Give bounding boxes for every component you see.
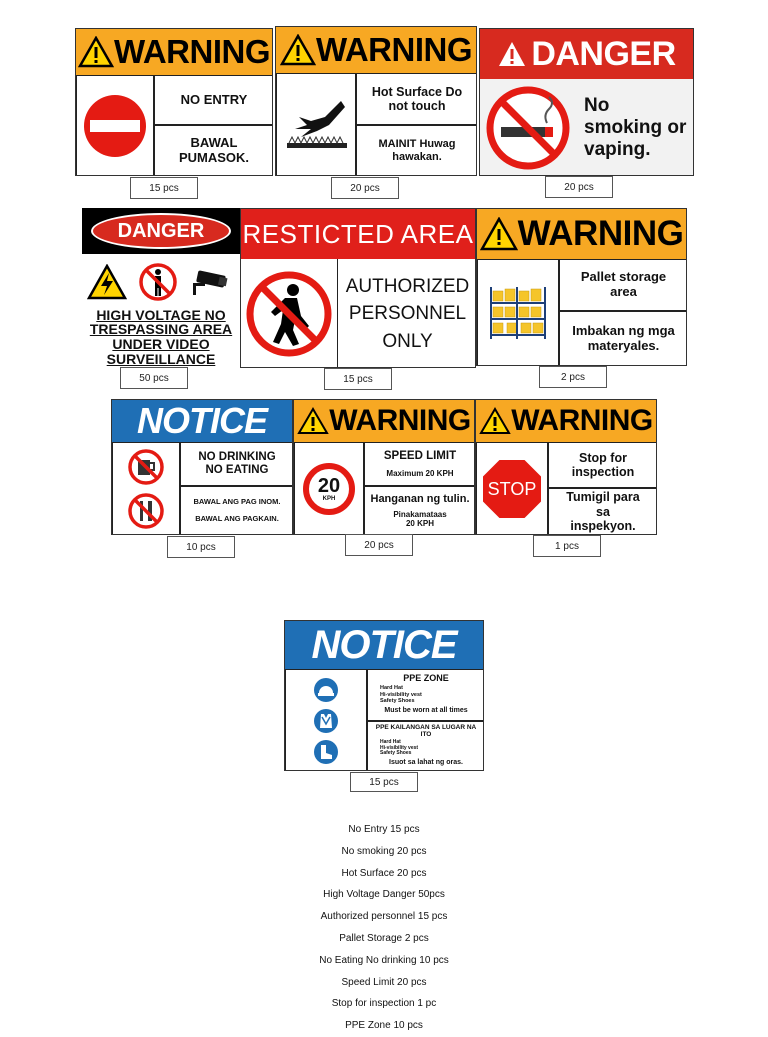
list-item: Authorized personnel 15 pcs [320, 911, 448, 923]
danger-header [480, 29, 693, 79]
speed-unit: KPH [322, 496, 336, 502]
icon-cell [241, 259, 337, 368]
header-text: WARNING [329, 404, 471, 437]
quantity-label: 15 pcs [350, 772, 418, 792]
quantity-label: 20 pcs [545, 176, 613, 198]
header-text: WARNING [517, 214, 684, 253]
english-text-block [364, 442, 475, 486]
list-item: PPE Zone 10 pcs [345, 1020, 423, 1032]
safety-shoes-icon [313, 739, 339, 765]
warning-triangle-icon [480, 217, 518, 251]
filipino-text-block [180, 486, 293, 535]
ppe-must-fil: Isuot sa lahat ng oras. [389, 759, 463, 767]
no-trespassing-icon [138, 262, 178, 302]
icon-cell [76, 75, 154, 176]
header-text: WARNING [316, 31, 472, 68]
icon-cell [276, 73, 356, 176]
pallet-rack-icon [487, 285, 549, 341]
quantity-label: 15 pcs [130, 177, 198, 199]
icon-row [82, 258, 240, 306]
quantity-label: 20 pcs [331, 177, 399, 199]
ppe-item-fil: Safety Shoes [380, 750, 412, 757]
ppe-item: Hard Hat [380, 685, 403, 692]
main-text: No smoking or vaping. [576, 79, 694, 176]
ppe-must: Must be worn at all times [384, 707, 468, 715]
english-text: NO ENTRY [154, 75, 273, 125]
no-smoking-icon [485, 85, 571, 171]
header-text: DANGER [117, 219, 205, 242]
quantity-label: 20 pcs [345, 534, 413, 556]
notice-header [112, 400, 292, 442]
english-block [367, 669, 484, 721]
list-item: High Voltage Danger 50pcs [323, 889, 445, 901]
icon-cell [294, 442, 364, 535]
icon-cell [112, 442, 180, 535]
filipino-text: Imbakan ng mga materyales. [559, 311, 687, 366]
warning-header [476, 400, 656, 442]
no-eating-drinking-sign [111, 399, 293, 535]
list-item: No smoking 20 pcs [341, 845, 427, 857]
list-item: Pallet Storage 2 pcs [339, 932, 429, 944]
list-item: No Eating No drinking 10 pcs [319, 954, 449, 966]
filipino-sub: Pinakamataas 20 KPH [393, 510, 447, 529]
restricted-area-sign [240, 208, 476, 368]
english-text: Stop for inspection [548, 442, 657, 488]
list-item: No Entry 15 pcs [348, 824, 420, 835]
speed-limit-badge [303, 463, 355, 515]
header-text: NOTICE [136, 400, 267, 441]
high-voltage-sign [82, 208, 240, 368]
quantity-label: 10 pcs [167, 536, 235, 558]
warning-header [76, 29, 272, 75]
icon-cell [477, 259, 559, 366]
danger-header [82, 208, 240, 254]
pallet-storage-sign [476, 208, 687, 366]
list-item: Hot Surface 20 pcs [341, 867, 427, 879]
filipino-title: Hanganan ng tulin. [370, 493, 470, 506]
warning-header [477, 209, 686, 259]
header-text: NOTICE [311, 622, 457, 667]
filipino-block [367, 721, 484, 771]
filipino-text: BAWAL PUMASOK. [154, 125, 273, 176]
ppe-item-fil: Hi-visibility vest [380, 744, 419, 751]
no-entry-person-icon [245, 270, 333, 358]
english-text: Hot Surface Do not touch [356, 73, 477, 125]
quantity-label: 50 pcs [120, 367, 188, 389]
header-text: DANGER [531, 34, 676, 73]
no-entry-sign [75, 28, 273, 176]
filipino-text: Tumigil para sa inspekyon. [548, 488, 657, 535]
english-title: SPEED LIMIT [383, 450, 457, 463]
quantity-list [0, 819, 768, 1037]
filipino-text-block [364, 486, 475, 535]
electric-hazard-icon [87, 264, 127, 300]
icon-cell [285, 669, 367, 771]
no-smoking-sign [479, 28, 694, 176]
ppe-title: PPE ZONE [403, 673, 449, 683]
list-item: Speed Limit 20 pcs [341, 976, 427, 988]
quantity-label: 1 pcs [533, 535, 601, 557]
icon-cell [476, 442, 548, 535]
speed-limit-sign [293, 399, 475, 535]
stop-sign-icon [480, 457, 544, 521]
ppe-item: Hi-visibility vest [380, 691, 422, 698]
list-item: Stop for inspection 1 pc [331, 998, 437, 1010]
no-entry-icon [82, 93, 148, 159]
speed-value: 20 [317, 475, 341, 497]
warning-triangle-icon [479, 407, 511, 435]
cctv-camera-icon [189, 267, 235, 297]
english-text: Pallet storage area [559, 259, 687, 311]
warning-triangle-icon [280, 34, 316, 66]
quantity-label: 2 pcs [539, 366, 607, 388]
stop-inspection-sign [475, 399, 657, 535]
hi-vis-vest-icon [313, 708, 339, 734]
main-text: AUTHORIZED PERSONNEL ONLY [337, 259, 476, 368]
filipino-text-drink: BAWAL ANG PAG INOM. [193, 497, 281, 507]
warning-triangle-icon [497, 40, 527, 68]
header-text: RESTICTED AREA [242, 218, 474, 249]
quantity-label: 15 pcs [324, 368, 392, 390]
warning-header [294, 400, 474, 442]
hot-surface-sign [275, 26, 477, 176]
hot-surface-hand-icon [281, 95, 351, 155]
notice-header [285, 621, 483, 669]
hard-hat-icon [313, 677, 339, 703]
icon-cell [480, 79, 576, 176]
english-sub: Maximum 20 KPH [386, 468, 454, 478]
ppe-title-fil: PPE KAILANGAN SA LUGAR NA ITO [375, 724, 477, 739]
header-text: WARNING [511, 404, 653, 437]
filipino-text-eat: BAWAL ANG PAGKAIN. [195, 514, 279, 523]
no-drinking-icon [127, 448, 165, 486]
main-text: HIGH VOLTAGE NO TRESPASSING AREA UNDER VIDEO SURVEILLANCE [89, 306, 233, 367]
warning-triangle-icon [297, 407, 329, 435]
ppe-zone-sign [284, 620, 484, 771]
restricted-header [241, 209, 475, 259]
english-text: NO DRINKING NO EATING [180, 442, 293, 486]
header-text: WARNING [114, 33, 270, 70]
stop-text: STOP [487, 478, 537, 499]
filipino-text: MAINIT Huwag hawakan. [356, 125, 477, 176]
warning-header [276, 27, 476, 73]
ppe-item: Safety Shoes [380, 697, 415, 704]
ppe-item-fil: Hard Hat [380, 738, 401, 745]
warning-triangle-icon [78, 36, 114, 68]
no-eating-icon [127, 492, 165, 530]
